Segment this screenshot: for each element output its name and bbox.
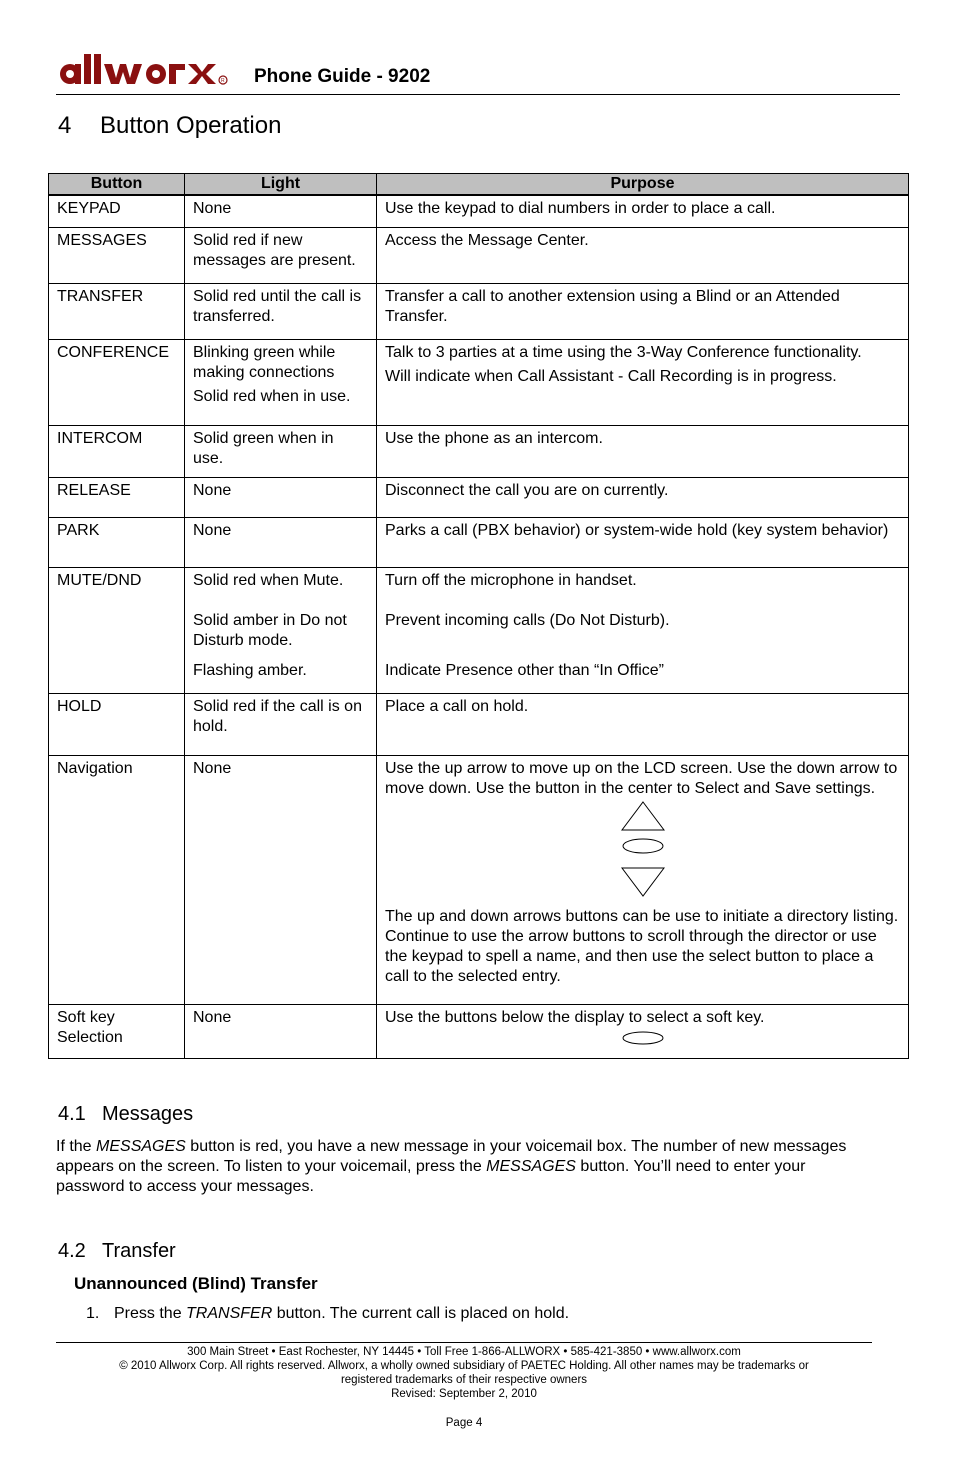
column-header-light: Light [185, 174, 377, 196]
up-arrow-icon [621, 801, 665, 831]
purpose-cell: Disconnect the call you are on currently. [377, 478, 909, 518]
purpose-cell: Turn off the microphone in handset. [377, 568, 909, 608]
footer-address: 300 Main Street • East Rochester, NY 14445 • Toll Free 1-866-ALLWORX • 585-421-3850 • www.allworx.com [187, 1346, 741, 1358]
step-number: 1. [86, 1305, 100, 1322]
table-row [49, 694, 909, 756]
purpose-text: Use the up arrow to move up on the LCD screen. Use the down arrow to move down. Use the button in the center to Select and Save settings. [385, 760, 898, 797]
purpose-text: Will indicate when Call Assistant - Call Recording is in progress. [385, 368, 837, 385]
down-arrow-icon [621, 867, 665, 897]
footer-trademarks: registered trademarks of their respective owners [340, 1374, 588, 1386]
button-operation-table [48, 173, 909, 1059]
subsection-title: Transfer [102, 1240, 176, 1262]
button-cell: Soft key Selection [49, 1005, 185, 1059]
table-header-row [49, 174, 909, 196]
light-text: Solid red when in use. [193, 388, 351, 405]
purpose-text: Prevent incoming calls (Do Not Disturb). [385, 611, 670, 629]
purpose-text: Indicate Presence other than “In Office” [385, 661, 664, 679]
purpose-cell: Parks a call (PBX behavior) or system-wide hold (key system behavior) [377, 518, 909, 568]
purpose-cell [377, 608, 909, 694]
purpose-cell: Use the keypad to dial numbers in order to place a call. [377, 195, 909, 228]
transfer-heading [58, 1240, 176, 1263]
column-header-button: Button [49, 174, 185, 196]
light-cell: Solid red if new messages are present. [185, 228, 377, 284]
page-header [56, 48, 900, 95]
light-cell: None [185, 1005, 377, 1059]
messages-paragraph [56, 1137, 876, 1197]
list-item [86, 1305, 569, 1323]
purpose-text: Talk to 3 parties at a time using the 3-Way Conference functionality. [385, 344, 862, 361]
page-number: Page 4 [445, 1417, 483, 1429]
purpose-cell [377, 340, 909, 426]
light-cell [185, 340, 377, 426]
footer-divider [56, 1342, 872, 1343]
light-cell: Solid red when Mute. [185, 568, 377, 608]
light-cell: Solid green when in use. [185, 426, 377, 478]
softkey-icon [621, 1030, 665, 1046]
table-row [49, 195, 909, 228]
light-cell: None [185, 756, 377, 1005]
light-cell: Solid red if the call is on hold. [185, 694, 377, 756]
table-row [49, 340, 909, 426]
button-cell [49, 608, 185, 694]
light-cell: None [185, 195, 377, 228]
text-run: If the [56, 1138, 97, 1155]
purpose-cell: Place a call on hold. [377, 694, 909, 756]
subsection-number: 4.1 [58, 1103, 86, 1125]
text-run: Press the [114, 1305, 187, 1322]
purpose-cell [377, 756, 909, 1005]
table-row [49, 518, 909, 568]
emphasis-text: TRANSFER [186, 1305, 273, 1322]
svg-text:R: R [221, 78, 225, 84]
purpose-cell: Use the phone as an intercom. [377, 426, 909, 478]
button-cell: MUTE/DND [49, 568, 185, 608]
purpose-cell: Access the Message Center. [377, 228, 909, 284]
button-cell: CONFERENCE [49, 340, 185, 426]
table-row [49, 756, 909, 1005]
table-row [49, 1005, 909, 1059]
select-button-icon [621, 837, 665, 855]
purpose-cell [377, 1005, 909, 1059]
button-cell: TRANSFER [49, 284, 185, 340]
button-cell: MESSAGES [49, 228, 185, 284]
light-cell: None [185, 478, 377, 518]
purpose-text: The up and down arrows buttons can be use to initiate a directory listing. Continue to use the arrow buttons to scroll through the director or use the keypad to spell a name, and then use the select button to place a call to the selected entry. [385, 908, 899, 985]
document-title: Phone Guide - 9202 [254, 66, 431, 87]
table-row [49, 478, 909, 518]
button-cell: HOLD [49, 694, 185, 756]
light-text: Flashing amber. [193, 661, 307, 679]
transfer-subheading: Unannounced (Blind) Transfer [74, 1274, 318, 1293]
subsection-title: Messages [102, 1103, 194, 1125]
table-row [49, 426, 909, 478]
button-cell: INTERCOM [49, 426, 185, 478]
emphasis-text: MESSAGES [486, 1158, 576, 1175]
light-text: Blinking green while making connections [193, 344, 336, 381]
table-row [49, 608, 909, 694]
table-row [49, 568, 909, 608]
light-cell: None [185, 518, 377, 568]
table-row [49, 228, 909, 284]
column-header-purpose: Purpose [377, 174, 909, 196]
light-cell [185, 608, 377, 694]
light-cell: Solid red until the call is transferred. [185, 284, 377, 340]
text-run: button. You’ll need to enter your password to access your messages. [56, 1158, 806, 1195]
button-cell: RELEASE [49, 478, 185, 518]
table-row [49, 284, 909, 340]
section-number: 4 [58, 112, 72, 139]
purpose-cell: Transfer a call to another extension using a Blind or an Attended Transfer. [377, 284, 909, 340]
button-cell: Navigation [49, 756, 185, 1005]
section-heading [58, 112, 281, 140]
messages-heading [58, 1103, 193, 1126]
light-text: Solid amber in Do not Disturb mode. [193, 611, 347, 649]
button-cell: KEYPAD [49, 195, 185, 228]
purpose-text: Use the buttons below the display to select a soft key. [385, 1009, 765, 1026]
emphasis-text: MESSAGES [96, 1138, 186, 1155]
footer-revised: Revised: September 2, 2010 [391, 1388, 537, 1400]
section-title: Button Operation [100, 112, 282, 139]
footer-copyright: © 2010 Allworx Corp. All rights reserved. Allworx, a wholly owned subsidiary of PAETEC Holding. All other names may be trademarks or [119, 1360, 809, 1372]
text-run: button. The current call is placed on hold. [272, 1305, 570, 1322]
subsection-number: 4.2 [58, 1240, 86, 1262]
allworx-logo [56, 50, 252, 90]
text-run: button is red, you have a new message in your voicemail box. The number of new messages appears on the screen. To listen to your voicemail, press the [56, 1138, 847, 1175]
button-cell: PARK [49, 518, 185, 568]
